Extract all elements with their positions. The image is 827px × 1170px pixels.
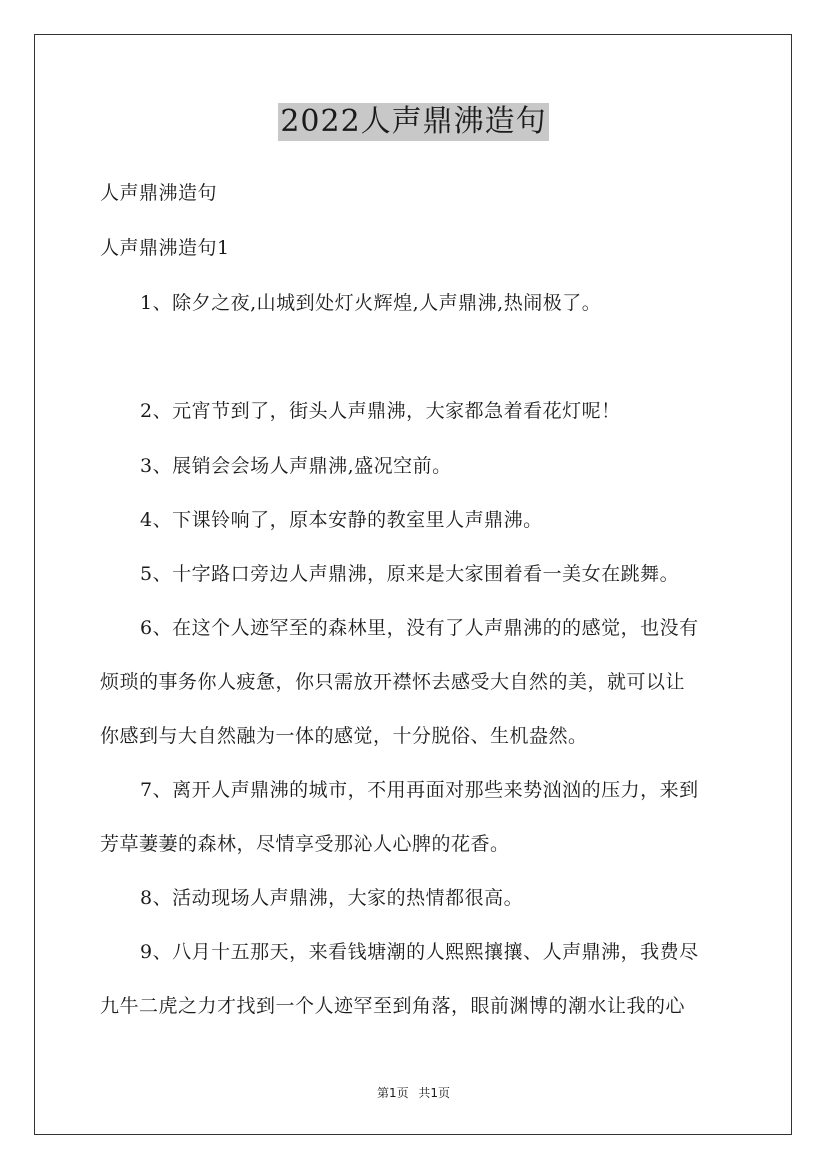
total-pages: 共1页 — [418, 1086, 451, 1100]
document-title: 2022人声鼎沸造句 — [280, 104, 547, 139]
sentence-6-line-2: 烦琐的事务你人疲惫，你只需放开襟怀去感受大自然的美，就可以让 — [100, 671, 686, 693]
sentence-7-line-2: 芳草萋萋的森林，尽情享受那沁人心脾的花香。 — [100, 833, 510, 855]
sentence-5: 5、十字路口旁边人声鼎沸，原来是大家围着看一美女在跳舞。 — [140, 563, 680, 585]
heading: 人声鼎沸造句 — [100, 182, 218, 204]
sentence-9-line-1: 9、八月十五那天，来看钱塘潮的人熙熙攘攘、人声鼎沸，我费尽 — [140, 941, 699, 963]
sentence-7-line-1: 7、离开人声鼎沸的城市，不用再面对那些来势汹汹的压力，来到 — [140, 779, 699, 801]
document-title-wrap — [0, 103, 827, 141]
sentence-1: 1、除夕之夜,山城到处灯火辉煌,人声鼎沸,热闹极了。 — [140, 292, 602, 314]
sentence-6-line-1: 6、在这个人迹罕至的森林里，没有了人声鼎沸的的感觉，也没有 — [140, 617, 699, 639]
sentence-9-line-2: 九牛二虎之力才找到一个人迹罕至到角落，眼前渊博的潮水让我的心 — [100, 995, 686, 1017]
sentence-2: 2、元宵节到了，街头人声鼎沸，大家都急着看花灯呢！ — [140, 400, 621, 422]
sentence-8: 8、活动现场人声鼎沸，大家的热情都很高。 — [140, 887, 524, 909]
sentence-3: 3、展销会会场人声鼎沸,盛况空前。 — [140, 455, 452, 477]
page-footer — [0, 1084, 827, 1101]
sentence-4: 4、下课铃响了，原本安静的教室里人声鼎沸。 — [140, 509, 543, 531]
sentence-6-line-3: 你感到与大自然融为一体的感觉，十分脱俗、生机盎然。 — [100, 725, 588, 747]
subheading: 人声鼎沸造句1 — [100, 237, 230, 259]
page-number: 第1页 — [376, 1086, 409, 1100]
